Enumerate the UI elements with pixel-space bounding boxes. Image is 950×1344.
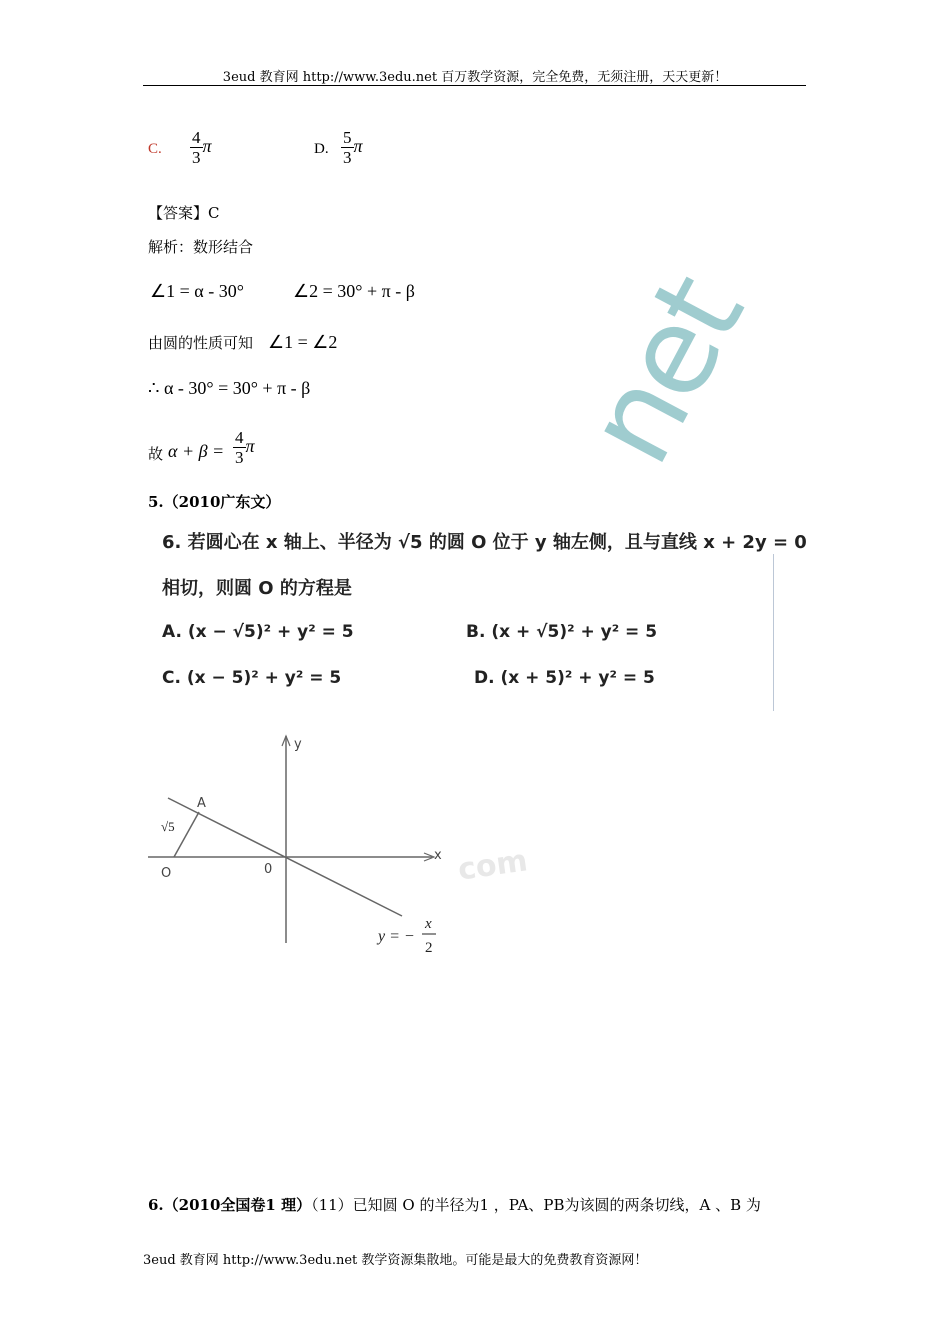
option-d-numerator: 5 [343,128,352,147]
option-d-value [341,128,363,167]
radius-segment [174,812,199,857]
line-equation-denominator: 2 [425,940,433,956]
question-5-scanned-image [148,516,807,711]
analysis-text: 解析：数形结合 [148,238,254,256]
equation-angle-2: ∠2 = 30° + π - β [293,281,415,301]
page-footer: 3eud 教育网 http://www.3edu.net 教学资源集散地。可能是最大的免费教育资源网！ [143,1253,648,1268]
x-axis-label: x [434,848,442,863]
option-d-fraction [341,128,354,167]
watermark-net: net [560,256,770,486]
option-c-label: C. [148,141,162,157]
conclusion-numerator: 4 [235,428,244,447]
question-5-option-a: A. (x − √5)² + y² = 5 [162,622,354,642]
page-header: 3eud 教育网 http://www.3edu.net 百万教学资源，完全免费，无须注册，天天更新！ [222,70,728,85]
question-5-option-b: B. (x + √5)² + y² = 5 [466,622,658,642]
origin-label: 0 [264,862,273,877]
question-5-option-d: D. (x + 5)² + y² = 5 [474,668,655,688]
point-o-label: O [161,866,172,881]
equation-angle-1: ∠1 = α - 30° [150,281,244,301]
conclusion-pi: π [245,436,255,456]
header-rule [143,85,806,86]
option-d-pi: π [353,136,363,156]
circle-property-text: 由圆的性质可知 [148,334,254,352]
question-6-text: （11）已知圆 O 的半径为1 ，PA、PB为该圆的两条切线，A 、B 为 [311,1196,761,1214]
therefore-equation: ∴ α - 30° = 30° + π - β [148,378,311,398]
circle-property-equation: ∠1 = ∠2 [268,332,338,352]
option-c-fraction [190,128,203,167]
question-5-title: 5.（2010广东文） [148,493,281,511]
question-6-title: 6.（2010全国卷1 理） [148,1196,312,1214]
option-c-numerator: 4 [192,128,201,147]
conclusion-prefix: 故 [148,445,164,463]
option-d-label: D. [314,141,329,157]
question-5-line-2: 相切，则圆 O 的方程是 [162,578,352,599]
option-c-denominator: 3 [192,148,201,167]
coordinate-figure [140,728,470,968]
conclusion-denominator: 3 [235,448,244,467]
conclusion-value [233,428,255,467]
question-5-line-1: 6. 若圆心在 x 轴上、半径为 √5 的圆 O 位于 y 轴左侧，且与直线 x + 2y = 0 [162,532,807,553]
conclusion-fraction [233,428,246,467]
answer-label: 【答案】C [148,204,220,222]
option-c-pi: π [202,136,212,156]
y-axis-label: y [294,737,302,752]
radius-label: √5 [161,819,175,834]
conclusion-lhs: α + β = [168,441,225,461]
question-6 [148,1194,761,1215]
option-c-value [190,128,212,167]
question-5-option-c: C. (x − 5)² + y² = 5 [162,668,342,688]
option-d-denominator: 3 [343,148,352,167]
watermark-com: com [455,843,530,888]
scan-edge-line [773,554,774,711]
line-equation-lhs: y = − [378,928,415,945]
line-equation-numerator: x [425,916,432,932]
point-a-label: A [197,796,206,811]
